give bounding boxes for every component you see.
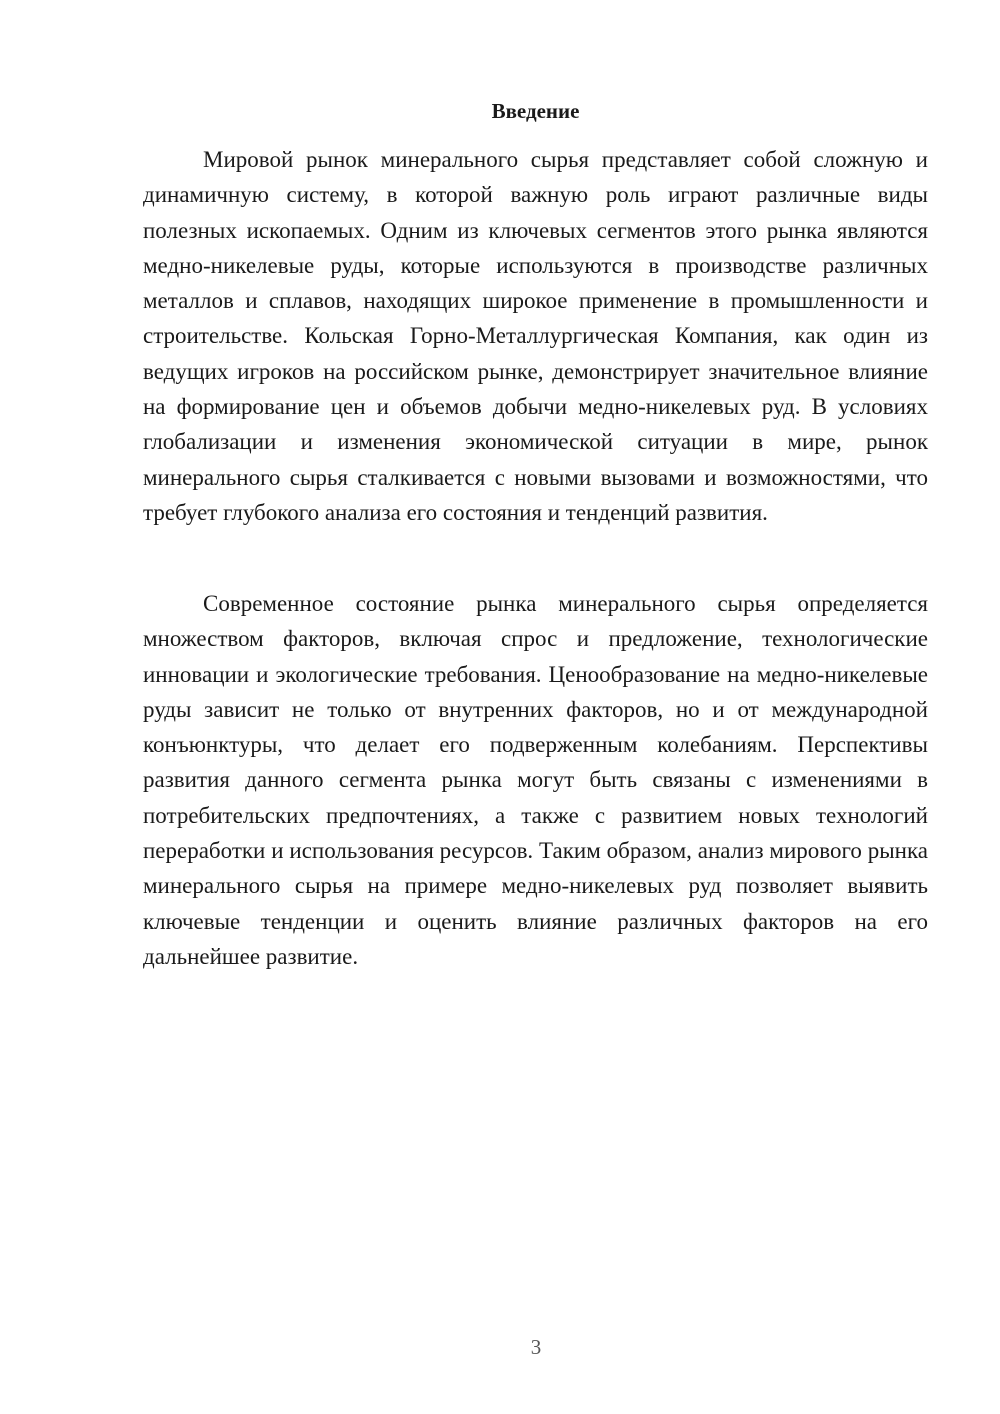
- page-number: 3: [530, 1335, 542, 1359]
- paragraph-2: Современное состояние рынка минерального сырья определяется множеством факторов, включая спрос и предложение, технологические инновации и экологические требования. Ценообразование на медно-никелевые руды зависит не только от внутренних факторов, но и от международной конъюнктуры, что делает его подверженным колебаниям. Перспективы развития данного сегмента рынка могут быть связаны с изменениями в потребительских предпочтениях, а также с развитием новых технологий переработки и использования ресурсов. Таким образом, анализ мирового рынка минерального сырья на примере медно-никелевых руд позволяет выявить ключевые тенденции и оценить влияние различных факторов на его дальнейшее развитие.: [143, 591, 928, 969]
- paragraph-1: Мировой рынок минерального сырья представляет собой сложную и динамичную систему, в которой важную роль играют различные виды полезных ископаемых. Одним из ключевых сегментов этого рынка являются медно-никелевые руды, которые используются в производстве различных металлов и сплавов, находящих широкое применение в промышленности и строительстве. Кольская Горно-Металлургическая Компания, как один из ведущих игроков на российском рынке, демонстрирует значительное влияние на формирование цен и объемов добычи медно-никелевых руд. В условиях глобализации и изменения экономической ситуации в мире, рынок минерального сырья сталкивается с новыми вызовами и возможностями, что требует глубокого анализа его состояния и тенденций развития.: [143, 147, 928, 525]
- section-heading: Введение: [491, 99, 580, 123]
